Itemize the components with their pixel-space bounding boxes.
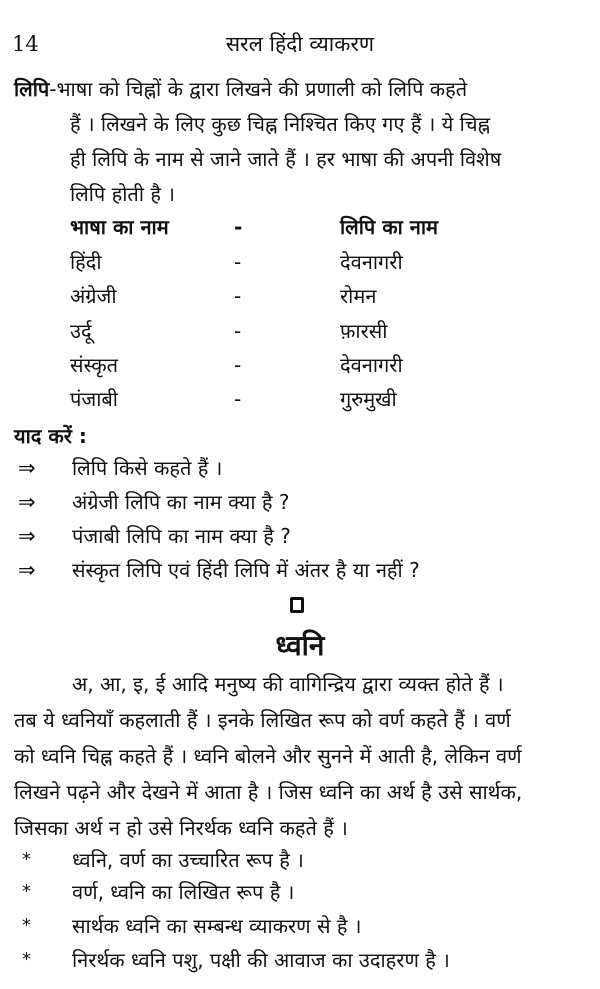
paragraph-line: को ध्वनि चिह्न कहते हैं । ध्वनि बोलने और सुनने में आती है, लेकिन वर्ण	[14, 744, 522, 768]
remember-heading: याद करें :	[14, 424, 87, 448]
table-row	[0, 386, 600, 416]
lipi-definition-line-1	[14, 76, 467, 102]
arrow-icon: ⇒	[18, 524, 36, 548]
list-item	[0, 879, 600, 909]
script-name: देवनागरी	[340, 353, 403, 377]
column-header-language: भाषा का नाम	[70, 215, 169, 239]
page-number: 14	[12, 32, 39, 56]
list-item	[0, 489, 600, 519]
lipi-term: लिपि	[14, 77, 50, 101]
list-item	[0, 455, 600, 485]
point-text: सार्थक ध्वनि का सम्बन्ध व्याकरण से है ।	[72, 914, 362, 938]
checkbox-square-icon	[290, 597, 304, 613]
arrow-icon: ⇒	[18, 490, 36, 514]
point-text: निरर्थक ध्वनि पशु, पक्षी की आवाज का उदाहरण है ।	[72, 948, 450, 972]
list-item	[0, 523, 600, 553]
arrow-icon: ⇒	[18, 456, 36, 480]
question-text: लिपि किसे कहते हैं ।	[72, 456, 223, 480]
dash: -	[234, 319, 242, 343]
list-item	[0, 847, 600, 877]
script-name: देवनागरी	[340, 250, 403, 274]
section-heading-dhvani: ध्वनि	[275, 629, 325, 662]
script-name: रोमन	[340, 284, 377, 308]
asterisk-icon: *	[22, 881, 31, 902]
dash: -	[234, 250, 242, 274]
table-row	[0, 352, 600, 382]
list-item	[0, 557, 600, 587]
lipi-line: -भाषा को चिह्नों के द्वारा लिखने की प्रणाली को लिपि कहते	[49, 77, 468, 101]
language-name: संस्कृत	[70, 353, 119, 377]
table-row	[0, 249, 600, 279]
paragraph-line: अ, आ, इ, ई आदि मनुष्य की वागिन्द्रिय द्वारा व्यक्त होते हैं ।	[72, 672, 504, 696]
paragraph-line: जिसका अर्थ न हो उसे निरर्थक ध्वनि कहते हैं ।	[14, 816, 348, 840]
column-header-script: लिपि का नाम	[340, 215, 438, 239]
lipi-line: हैं । लिखने के लिए कुछ चिह्न निश्चित किए गए हैं । ये चिह्न	[70, 112, 491, 136]
table-row	[0, 318, 600, 348]
table-header-row	[0, 214, 600, 244]
dash: -	[234, 387, 242, 411]
asterisk-icon: *	[22, 849, 31, 870]
point-text: ध्वनि, वर्ण का उच्चारित रूप है ।	[72, 848, 304, 872]
dash: -	[234, 284, 242, 308]
table-row	[0, 283, 600, 313]
point-text: वर्ण, ध्वनि का लिखित रूप है ।	[72, 880, 295, 904]
paragraph-line: तब ये ध्वनियाँ कहलाती हैं । इनके लिखित रूप को वर्ण कहते हैं । वर्ण	[14, 708, 511, 732]
lipi-line: लिपि होती है ।	[70, 182, 175, 206]
list-item	[0, 913, 600, 943]
asterisk-icon: *	[22, 915, 31, 936]
language-name: अंग्रेजी	[70, 284, 117, 308]
script-name: फ़ारसी	[340, 319, 388, 343]
column-header-dash: -	[234, 215, 243, 239]
language-name: हिंदी	[70, 250, 102, 274]
script-name: गुरुमुखी	[340, 387, 397, 411]
paragraph-line: लिखने पढ़ने और देखने में आता है । जिस ध्वनि का अर्थ है उसे सार्थक,	[14, 780, 523, 804]
question-text: संस्कृत लिपि एवं हिंदी लिपि में अंतर है या नहीं ?	[72, 558, 420, 582]
arrow-icon: ⇒	[18, 558, 36, 582]
language-name: उर्दू	[70, 319, 92, 343]
lipi-line: ही लिपि के नाम से जाने जाते हैं । हर भाषा की अपनी विशेष	[70, 147, 502, 171]
question-text: पंजाबी लिपि का नाम क्या है ?	[72, 524, 291, 548]
asterisk-icon: *	[22, 949, 31, 970]
language-name: पंजाबी	[70, 387, 118, 411]
list-item	[0, 947, 600, 977]
question-text: अंग्रेजी लिपि का नाम क्या है ?	[72, 490, 290, 514]
running-title: सरल हिंदी व्याकरण	[225, 32, 375, 56]
page-header	[0, 30, 600, 60]
dash: -	[234, 353, 242, 377]
